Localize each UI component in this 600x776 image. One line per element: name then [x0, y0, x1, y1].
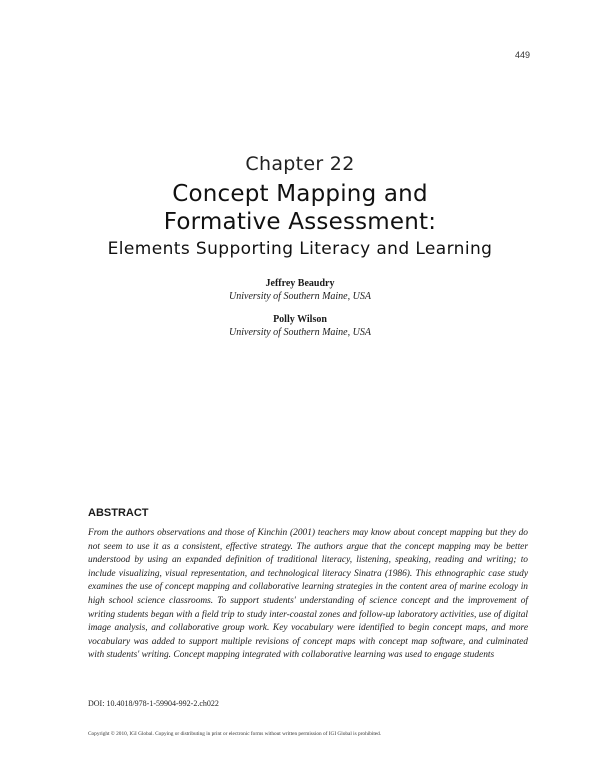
abstract-body: From the authors observations and those of Kinchin (2001) teachers may know about concept mapping but they do not seem to use it as a consistent, effective strategy. The authors argue that the concept mapping may be better understood by using an expanded definition of traditional literacy, listening, speaking, reading and writing; to include visualizing, visual representation, and technological literacy Sinatra (1986). This ethnographic case study examines the use of concept mapping and collaborative learning strategies in the content area of marine ecology in high school science classrooms. To support students' understanding of science concept and the improvement of writing students began with a field trip to study inter-coastal zones and follow-up laboratory activities, use of digital image analysis, and collaborative group work. Key vocabulary were identified to begin concept maps, and more vocabulary was added to support multiple revisions of concept maps with concept map software, and culminated with students' writing. Concept mapping integrated with collaborative learning was used to engage students [88, 528, 528, 661]
abstract-section [88, 507, 528, 663]
author-name: Jeffrey Beaudry [265, 278, 335, 289]
author-block [0, 313, 600, 339]
chapter-title-line-1: Concept Mapping and [172, 181, 428, 207]
author-name: Polly Wilson [273, 314, 327, 325]
author-block [0, 277, 600, 303]
author-affiliation: University of Southern Maine, USA [229, 291, 371, 302]
doi-line: DOI: 10.4018/978-1-59904-992-2.ch022 [88, 699, 219, 708]
abstract-heading: ABSTRACT [88, 507, 149, 519]
page-number: 449 [514, 50, 530, 60]
chapter-header [0, 153, 600, 260]
copyright-notice: Copyright © 2010, IGI Global. Copying or distributing in print or electronic forms without written permission of IGI Global is prohibited. [88, 731, 382, 737]
chapter-label: Chapter 22 [245, 153, 355, 175]
author-affiliation: University of Southern Maine, USA [229, 327, 371, 338]
chapter-subtitle: Elements Supporting Literacy and Learning [107, 239, 493, 259]
author-list [0, 277, 600, 349]
chapter-title-line-2: Formative Assessment: [163, 209, 437, 235]
